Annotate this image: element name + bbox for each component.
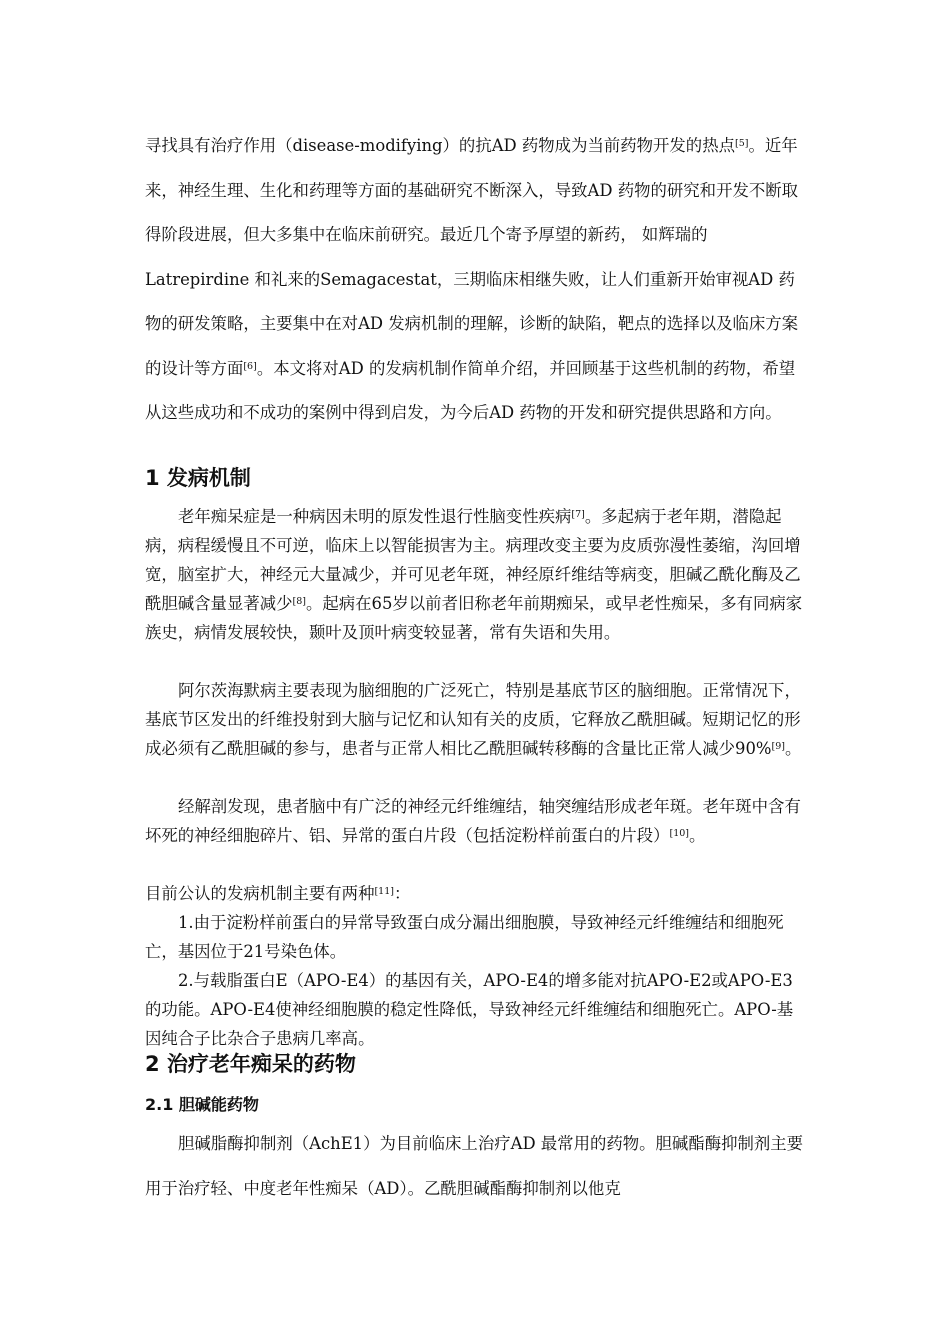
intro-text-b: 。近年来，神经生理、生化和药理等方面的基础研究不断深入，导致AD 药物的研究和开发不断取得阶段进展，但大多集中在临床前研究。最近几个寄予厚望的新药， 如辉瑞的Latrepirdine 和礼来的Semagacestat，三期临床相继失败，让人们重新开始审视AD 药物的研发策略，主要集中在对AD 发病机制的理解，诊断的缺陷，靶点的选择以及临床方案的设计等方面 bbox=[145, 136, 799, 378]
mechanism-intro-text: 目前公认的发病机制主要有两种 bbox=[145, 884, 375, 903]
citation-6: [6] bbox=[243, 360, 257, 372]
mechanism-intro bbox=[145, 879, 805, 908]
autopsy-text-end: 。 bbox=[689, 826, 706, 845]
intro-paragraph bbox=[145, 124, 805, 436]
citation-5: [5] bbox=[734, 138, 749, 149]
mechanism-item-2: 2.与载脂蛋白E（APO-E4）的基因有关，APO-E4的增多能对抗APO-E2或APO-E3的功能。APO-E4使神经细胞膜的稳定性降低，导致神经元纤维缠结和细胞死亡。APO-基因纯合子比杂合子患病几率高。 bbox=[145, 971, 794, 1048]
citation-11: [11] bbox=[374, 886, 394, 897]
pathogenesis-text-a: 老年痴呆症是一种病因未明的原发性退行性脑变性疾病 bbox=[178, 507, 572, 526]
pathogenesis-text-c: 。起病在65岁以前者旧称老年前期痴呆，或早老性痴呆，多有同病家族史，病情发展较快，颞叶及顶叶病变较显著，常有失语和失用。 bbox=[145, 594, 803, 642]
mechanism-intro-colon: ： bbox=[393, 884, 411, 903]
citation-9: [9] bbox=[771, 741, 785, 752]
intro-text-c: 。本文将对AD 的发病机制作简单介绍，并回顾基于这些机制的药物，希望从这些成功和不成功的案例中得到启发，为今后AD 药物的开发和研究提供思路和方向。 bbox=[145, 358, 796, 422]
pathogenesis-paragraph-2 bbox=[145, 676, 805, 763]
cholinergic-paragraph: 胆碱脂酶抑制剂（AchE1）为目前临床上治疗AD 最常用的药物。胆碱酯酶抑制剂主要用于治疗轻、中度老年性痴呆（AD）。乙酰胆碱酯酶抑制剂以他克 bbox=[145, 1134, 804, 1198]
mechanism-item-1: 1.由于淀粉样前蛋白的异常导致蛋白成分漏出细胞膜，导致神经元纤维缠结和细胞死亡，基因位于21号染色体。 bbox=[145, 913, 784, 961]
pathogenesis-text-b: 。多起病于老年期，潜隐起病，病程缓慢且不可逆，临床上以智能损害为主。病理改变主要为皮质弥漫性萎缩，沟回增宽，脑室扩大，神经元大量减少，并可见老年斑，神经原纤维结等病变，胆碱乙酰化酶及乙酰胆碱含量显著减少 bbox=[145, 507, 801, 613]
citation-8: [8] bbox=[292, 596, 306, 607]
section-heading-pathogenesis: 1 发病机制 bbox=[145, 466, 251, 490]
section-heading-drugs: 2 治疗老年痴呆的药物 bbox=[145, 1052, 356, 1076]
basal-ganglia-text: 阿尔茨海默病主要表现为脑细胞的广泛死亡，特别是基底节区的脑细胞。正常情况下，基底节区发出的纤维投射到大脑与记忆和认知有关的皮质，它释放乙酰胆碱。短期记忆的形成必须有乙酰胆碱的参与，患者与正常人相比乙酰胆碱转移酶的含量比正常人减少90% bbox=[145, 681, 801, 758]
basal-ganglia-text-end: 。 bbox=[784, 739, 802, 758]
citation-10: [10] bbox=[669, 828, 690, 839]
intro-text-a: 寻找具有治疗作用（disease-modifying）的抗AD 药物成为当前药物开发的热点 bbox=[145, 136, 735, 155]
pathogenesis-paragraph-1 bbox=[145, 502, 805, 647]
autopsy-text: 经解剖发现，患者脑中有广泛的神经元纤维缠结，轴突缠结形成老年斑。老年斑中含有坏死的神经细胞碎片、铝、异常的蛋白片段（包括淀粉样前蛋白的片段） bbox=[145, 797, 801, 845]
pathogenesis-paragraph-3 bbox=[145, 792, 805, 850]
subsection-heading-cholinergic: 2.1 胆碱能药物 bbox=[145, 1095, 259, 1114]
citation-7: [7] bbox=[571, 509, 585, 520]
